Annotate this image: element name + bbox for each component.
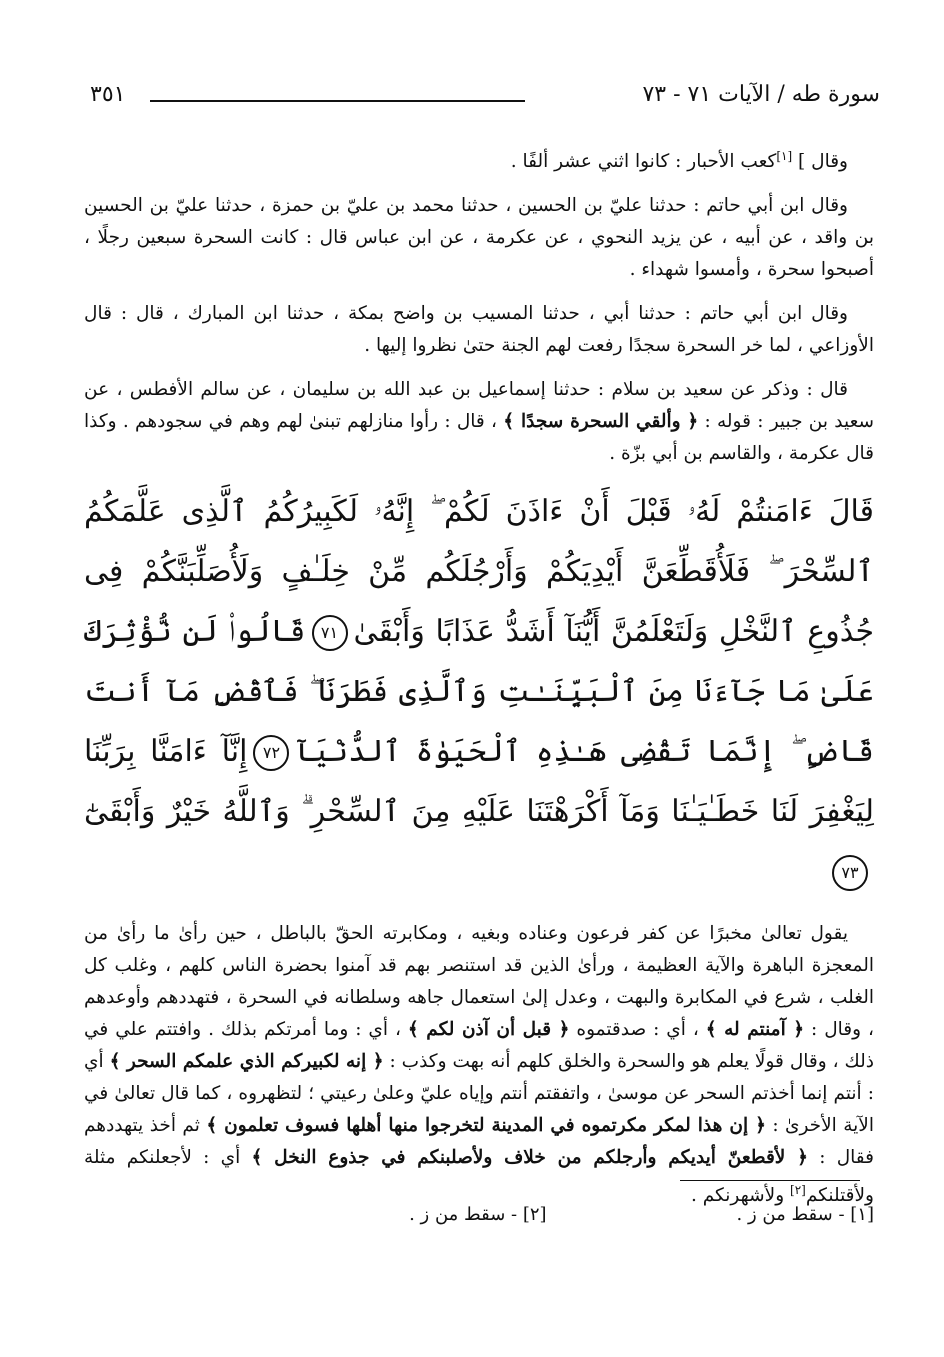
footnote-2: [٢] - سقط من ز .: [409, 1204, 547, 1225]
verse-72: قَالُوا۟ لَن نُّؤْثِرَكَ عَلَىٰ مَا جَآءَنَا مِنَ ٱلْبَيِّنَـٰتِ وَٱلَّذِى فَطَرَنَا ۖ فَٱقْضِ مَآ أَنتَ قَاضٍ ۖ إِنَّمَا تَقْضِى هَـٰذِهِ ٱلْحَيَوٰةَ ٱلدُّنْيَآ: [84, 614, 875, 770]
verse-71: قَالَ ءَامَنتُمْ لَهُۥ قَبْلَ أَنْ ءَاذَنَ لَكُمْ ۖ إِنَّهُۥ لَكَبِيرُكُمُ ٱلَّذِى عَلَّمَكُمُ ٱلسِّحْرَ ۖ فَلَأُقَطِّعَنَّ أَيْدِيَكُمْ وَأَرْجُلَكُم مِّنْ خِلَـٰفٍ وَلَأُصَلِّبَنَّكُمْ فِى جُذُوعِ ٱلنَّخْلِ وَلَتَعْلَمُنَّ أَيُّنَآ أَشَدُّ عَذَابًا وَأَبْقَىٰ: [84, 494, 874, 650]
ayah-marker-73: ٧٣: [832, 855, 868, 891]
footnote-1: [١] - سقط من ز .: [736, 1204, 874, 1225]
paragraph-1: وقال ] [١]كعب الأحبار : كانوا اثني عشر ألفًا .: [510, 149, 848, 173]
page-number: ٣٥١: [90, 82, 126, 107]
surah-title: سورة طه / الآيات ٧١ - ٧٣: [642, 82, 880, 107]
footnote-ref-1: [١]: [776, 149, 793, 163]
footnotes: [84, 1204, 874, 1225]
ayah-marker-71: ٧١: [312, 615, 348, 651]
paragraph-4: قال : وذكر عن سعيد بن سلام : حدثنا إسماعيل بن عبد الله بن سليمان ، عن سالم الأفطس ، عن سعيد بن جبير : قوله : ﴿ وألقي السحرة سجدًا ﴾ ، قال : رأوا منازلهم تبنىٰ لهم وهم في سجودهم . وكذا قال عكرمة ، والقاسم بن أبي بزّة .: [84, 379, 874, 465]
header-rule: [150, 100, 525, 102]
page-header: [90, 82, 880, 116]
page-body: [84, 140, 874, 1224]
verse-73: إِنَّآ ءَامَنَّا بِرَبِّنَا لِيَغْفِرَ لَنَا خَطَـٰيَـٰنَا وَمَآ أَكْرَهْتَنَا عَلَيْهِ مِنَ ٱلسِّحْرِ ۗ وَٱللَّهُ خَيْرٌ وَأَبْقَىٰٓ: [84, 734, 874, 830]
paragraph-2: وقال ابن أبي حاتم : حدثنا عليّ بن الحسين ، حدثنا محمد بن عليّ بن حمزة ، حدثنا عليّ بن الحسين بن واقد ، عن أبيه ، عن يزيد النحوي ، عن عكرمة ، عن ابن عباس قال : كانت السحرة سبعين رجلًا ، أصبحوا سحرة ، وأمسوا شهداء .: [84, 195, 874, 281]
commentary: يقول تعالىٰ مخبرًا عن كفر فرعون وعناده وبغيه ، ومكابرته الحقّ بالباطل ، حين رأىٰ ما رأىٰ من المعجزة الباهرة والآية العظيمة ، ورأىٰ الذين قد استنصر بهم قد آمنوا بحضرة الناس كلهم ، وغلب كل الغلب ، شرع في المكابرة والبهت ، وعدل إلىٰ استعمال جاهه وسلطانه في السحرة ، فتهددهم وأوعدهم ، وقال : ﴿ آمنتم له ﴾ ، أي : صدقتموه ﴿ قبل أن آذن لكم ﴾ ، أي : وما أمرتكم بذلك . وافتتم علي في ذلك ، وقال قولًا يعلم هو والسحرة والخلق كلهم أنه بهت وكذب : ﴿ إنه لكبيركم الذي علمكم السحر ﴾ أي : أنتم إنما أخذتم السحر عن موسىٰ ، واتفقتم أنتم وإياه عليّ وعلىٰ رعيتي ؛ لتظهروه ، كما قال تعالىٰ في الآية الأخرىٰ : ﴿ إن هذا لمكر مكرتموه في المدينة لتخرجوا منها أهلها فسوف تعلمون ﴾ ثم أخذ يتهددهم فقال : ﴿ لأقطعنّ أيديكم وأرجلكم من خلاف ولأصلبنكم في جذوع النخل ﴾ أي : لأجعلنكم مثلة ولأقتلنكم[٢] ولأشهرنكم .: [84, 923, 874, 1207]
quran-verses: [84, 482, 874, 902]
ayah-marker-72: ٧٢: [253, 735, 289, 771]
footnote-rule: [680, 1180, 860, 1181]
paragraph-3: وقال ابن أبي حاتم : حدثنا أبي ، حدثنا المسيب بن واضح بمكة ، حدثنا ابن المبارك ، قال : قال الأوزاعي ، لما خر السحرة سجدًا رفعت لهم الجنة حتىٰ نظروا إليها .: [84, 303, 874, 357]
footnote-ref-2: [٢]: [790, 1183, 806, 1198]
